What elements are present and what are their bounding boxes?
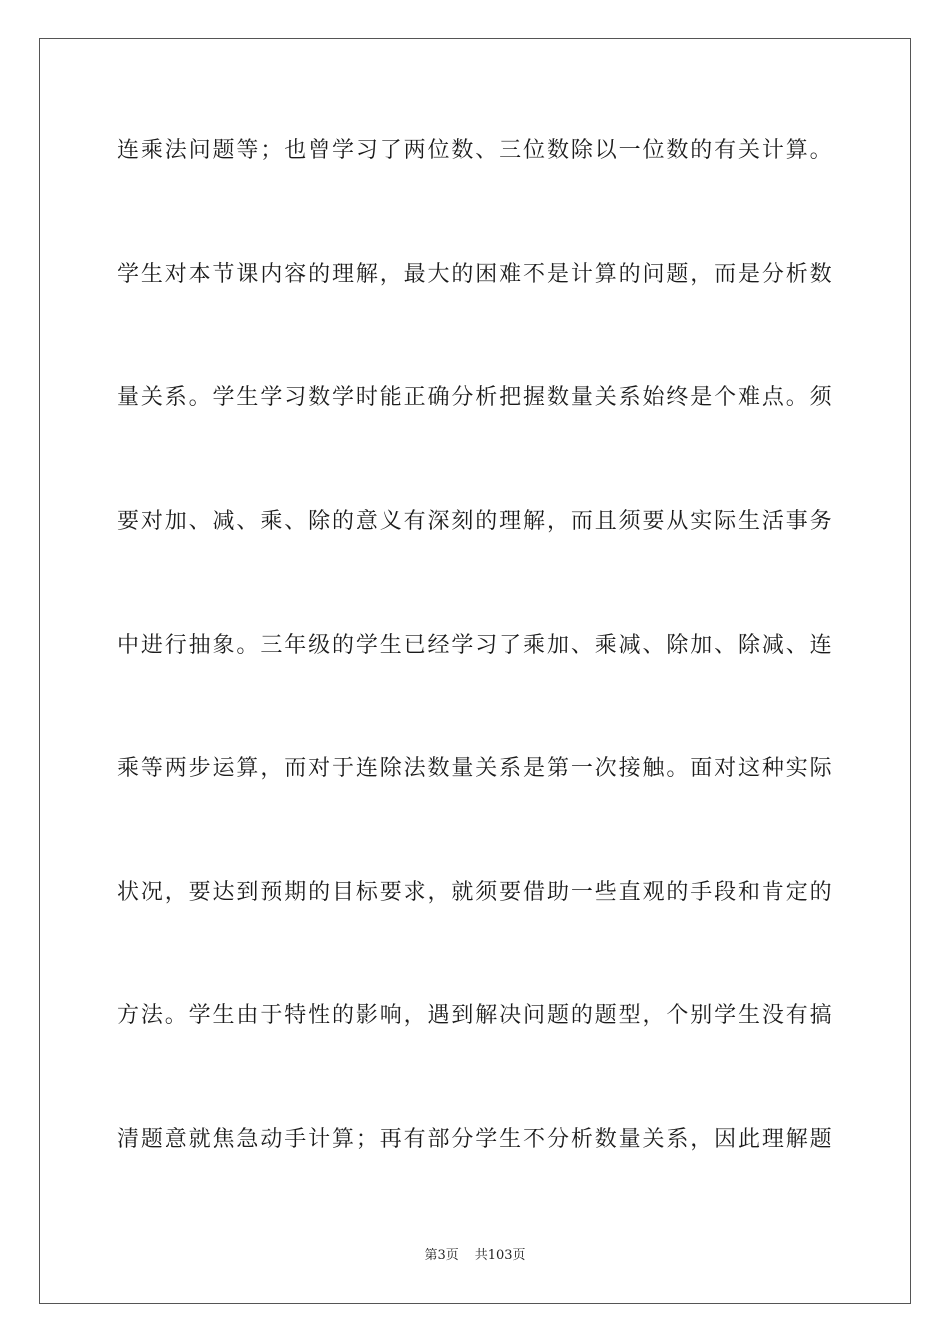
text-line-1: 连乘法问题等；也曾学习了两位数、三位数除以一位数的有关计算。	[117, 138, 833, 163]
text-line-6: 乘等两步运算，而对于连除法数量关系是第一次接触。面对这种实际	[117, 756, 833, 781]
text-line-2: 学生对本节课内容的理解，最大的困难不是计算的问题，而是分析数	[117, 262, 833, 287]
text-line-4: 要对加、减、乘、除的意义有深刻的理解，而且须要从实际生活事务	[117, 509, 833, 534]
page-border	[39, 38, 911, 1304]
text-line-8: 方法。学生由于特性的影响，遇到解决问题的题型，个别学生没有搞	[117, 1003, 833, 1028]
total-pages: 共103页	[474, 1248, 526, 1263]
page-footer	[0, 1246, 950, 1266]
text-line-7: 状况，要达到预期的目标要求，就须要借助一些直观的手段和肯定的	[117, 880, 833, 905]
text-line-9: 清题意就焦急动手计算；再有部分学生不分析数量关系，因此理解题	[117, 1127, 833, 1152]
page-number: 第3页	[424, 1248, 459, 1263]
text-line-3: 量关系。学生学习数学时能正确分析把握数量关系始终是个难点。须	[117, 385, 833, 410]
text-line-5: 中进行抽象。三年级的学生已经学习了乘加、乘减、除加、除减、连	[117, 633, 833, 658]
